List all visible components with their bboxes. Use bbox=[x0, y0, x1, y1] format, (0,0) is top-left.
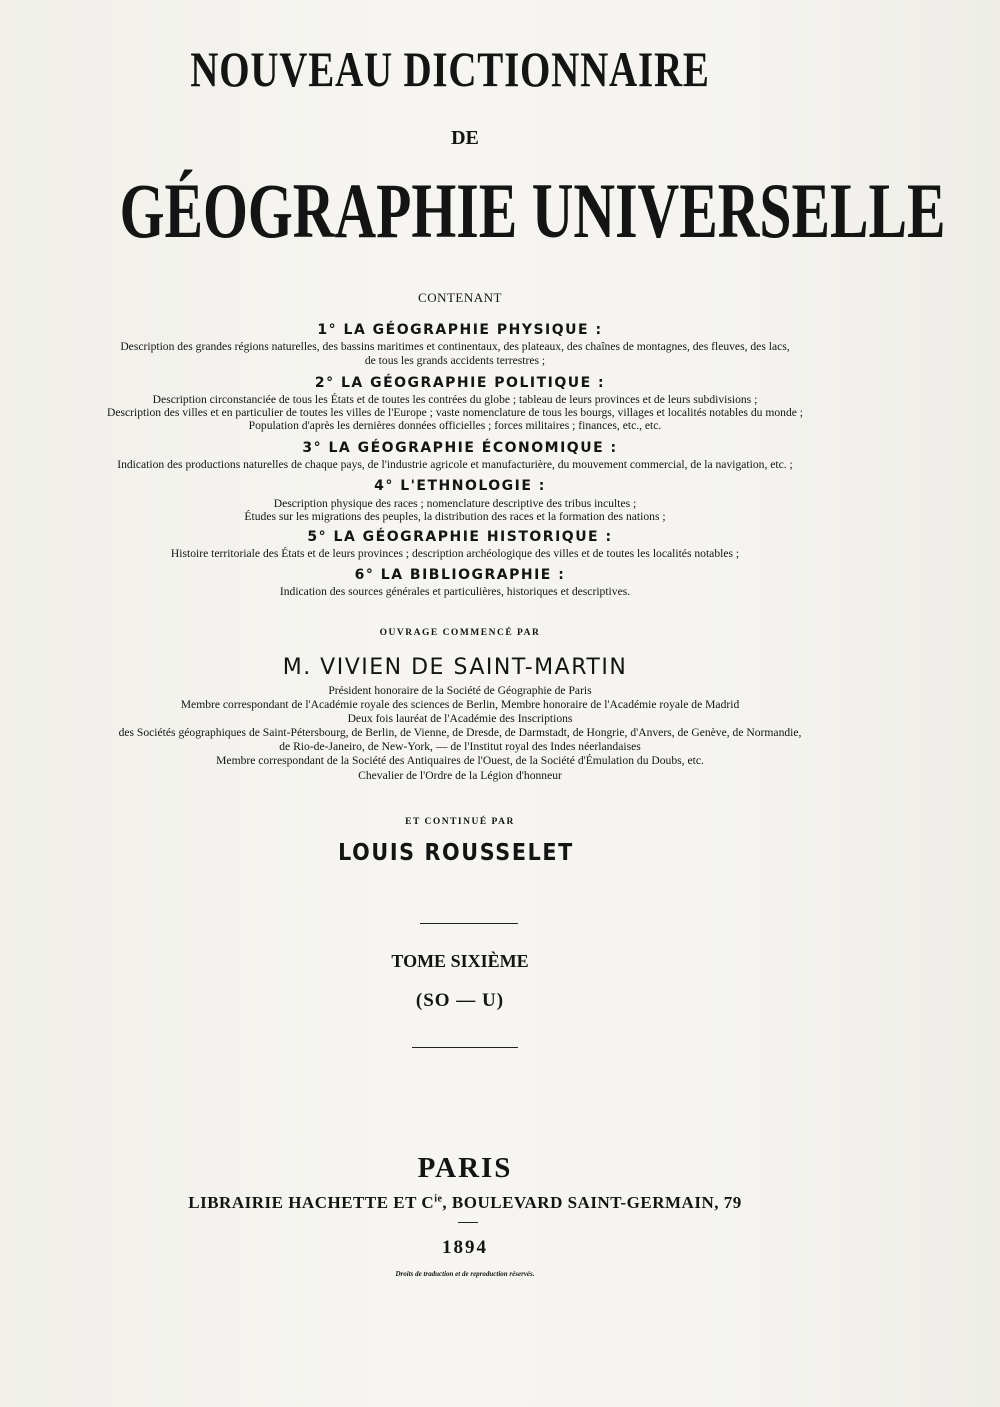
rights-notice: Droits de traduction et de reproduction réservés. bbox=[395, 1270, 535, 1278]
divider-top bbox=[420, 923, 518, 924]
section-heading-3: 3° LA GÉOGRAPHIE ÉCONOMIQUE : bbox=[302, 440, 618, 456]
section-heading-5: 5° LA GÉOGRAPHIE HISTORIQUE : bbox=[307, 529, 613, 545]
author-secondary: LOUIS ROUSSELET bbox=[338, 840, 574, 866]
section-1-line-2: de tous les grands accidents terrestres ; bbox=[364, 354, 546, 367]
publisher-line bbox=[0, 1193, 965, 1213]
credential-line-4: des Sociétés géographiques de Saint-Pétersbourg, de Berlin, de Vienne, de Dresde, de Darmstadt, de Hongrie, d'Anvers, de Genève, de Normandie, bbox=[118, 726, 802, 739]
volume-label: TOME SIXIÈME bbox=[391, 951, 529, 971]
section-heading-6: 6° LA BIBLIOGRAPHIE : bbox=[354, 567, 566, 583]
credential-line-3: Deux fois lauréat de l'Académie des Inscriptions bbox=[347, 712, 573, 725]
publisher-superscript: ie bbox=[434, 1193, 443, 1205]
publisher-name: LIBRAIRIE HACHETTE ET C bbox=[188, 1193, 435, 1212]
section-heading-2: 2° LA GÉOGRAPHIE POLITIQUE : bbox=[314, 375, 606, 391]
year-divider bbox=[458, 1222, 478, 1223]
publication-year: 1894 bbox=[442, 1237, 488, 1258]
title-line-1: NOUVEAU DICTIONNAIRE bbox=[190, 41, 710, 97]
credential-line-1: Président honoraire de la Société de Géographie de Paris bbox=[328, 684, 592, 697]
credential-line-2: Membre correspondant de l'Académie royale des sciences de Berlin, Membre honoraire de l'Académie royale de Madrid bbox=[180, 698, 740, 711]
commence-par-label: OUVRAGE COMMENCÉ PAR bbox=[379, 628, 541, 638]
section-heading-4: 4° L'ETHNOLOGIE : bbox=[374, 478, 546, 494]
section-4-line-2: Études sur les migrations des peuples, la distribution des races et la formation des nations ; bbox=[244, 510, 666, 523]
section-heading-1: 1° LA GÉOGRAPHIE PHYSIQUE : bbox=[317, 322, 603, 338]
title-de: DE bbox=[451, 127, 479, 149]
title-line-2: GÉOGRAPHIE UNIVERSELLE bbox=[119, 167, 946, 254]
section-2-line-3: Population d'après les dernières données officielles ; forces militaires ; finances, etc., etc. bbox=[248, 419, 662, 432]
author-primary: M. VIVIEN DE SAINT-MARTIN bbox=[282, 655, 628, 680]
publication-city: PARIS bbox=[417, 1152, 513, 1184]
contenant-label: CONTENANT bbox=[418, 290, 502, 305]
section-2-line-2: Description des villes et en particulier de toutes les villes de l'Europe ; vaste nomenclature de tous les bourgs, villages et localités notables du monde ; bbox=[106, 406, 804, 419]
section-6-line-1: Indication des sources générales et particulières, historiques et descriptives. bbox=[279, 585, 631, 598]
credential-line-6: Membre correspondant de la Société des Antiquaires de l'Ouest, de la Société d'Émulation du Doubs, etc. bbox=[216, 754, 704, 767]
section-5-line-1: Histoire territoriale des États et de leurs provinces ; description archéologique des villes et de toutes les localités notables ; bbox=[170, 547, 740, 560]
section-3-line-1: Indication des productions naturelles de chaque pays, de l'industrie agricole et manufacturière, du mouvement commercial, de la navigation, etc. ; bbox=[117, 458, 793, 471]
divider-bottom bbox=[412, 1047, 518, 1048]
continue-par-label: ET CONTINUÉ PAR bbox=[405, 817, 515, 827]
publisher-address: , BOULEVARD SAINT-GERMAIN, 79 bbox=[442, 1193, 742, 1212]
volume-range: (SO — U) bbox=[415, 990, 505, 1011]
credential-line-7: Chevalier de l'Ordre de la Légion d'honneur bbox=[358, 769, 562, 782]
section-2-line-1: Description circonstanciée de tous les États et de toutes les contrées du globe ; tableau de leurs provinces et de leurs subdivisions ; bbox=[152, 393, 758, 406]
section-1-line-1: Description des grandes régions naturelles, des bassins maritimes et continentaux, des plateaux, des chaînes de montagnes, des fleuves, des lacs, bbox=[120, 340, 790, 353]
section-4-line-1: Description physique des races ; nomenclature descriptive des tribus incultes ; bbox=[273, 497, 637, 510]
credential-line-5: de Rio-de-Janeiro, de New-York, — de l'Institut royal des Indes néerlandaises bbox=[279, 740, 641, 753]
